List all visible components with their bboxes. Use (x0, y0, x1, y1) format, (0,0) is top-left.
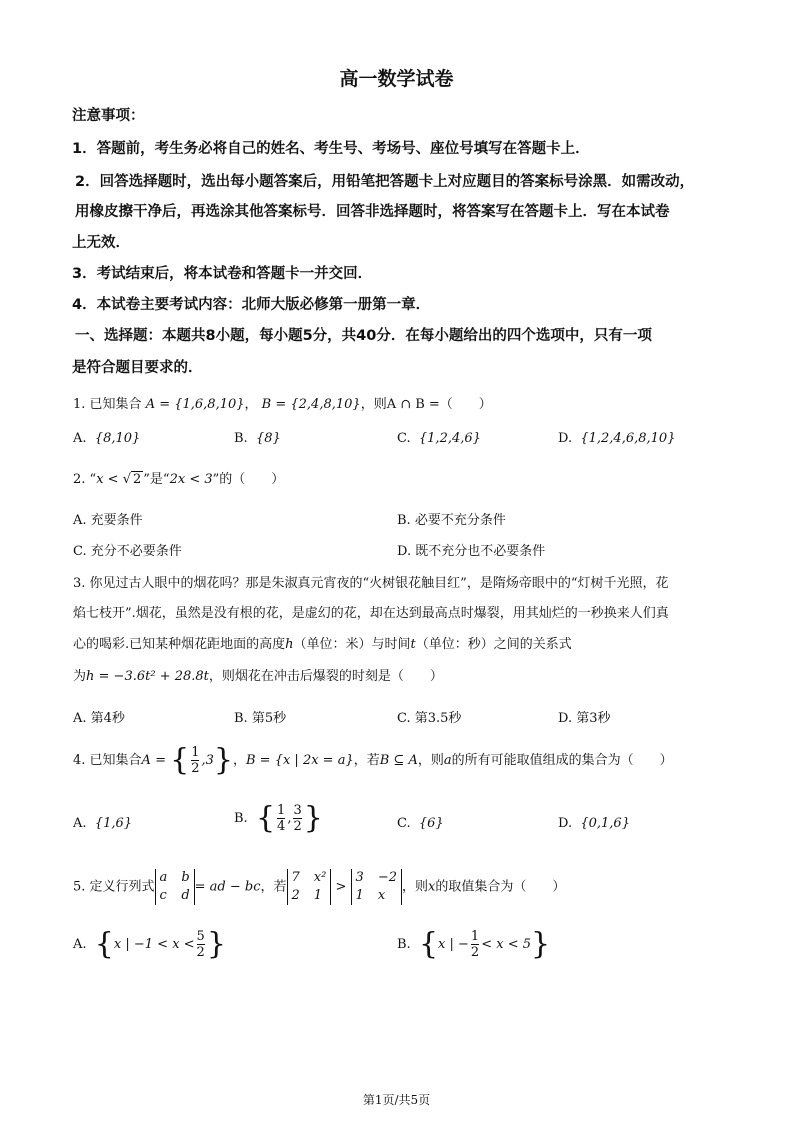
notice-item-1: 1．答题前，考生务必将自己的姓名、考生号、考场号、座位号填写在答题卡上． (72, 141, 590, 157)
section-heading-line-1: 一、选择题：本题共8小题，每小题5分，共40分．在每小题给出的四个选项中，只有一项 (75, 328, 652, 344)
q5-right-determinant (351, 869, 402, 905)
q5-a-frac (197, 929, 205, 960)
q4-option-a-label: A. (73, 816, 87, 831)
q1-set-a: A = {1,6,8,10} (145, 397, 245, 412)
q1-option-a-value: {8,10} (94, 431, 141, 446)
q4-option-c-label: C. (397, 816, 411, 831)
q4-end-a: ，则 (417, 753, 444, 768)
q4-option-d[interactable] (558, 815, 630, 833)
q5-l11: 7 (291, 870, 300, 885)
q4-b-frac-1 (277, 803, 285, 834)
q4-option-d-value: {0,1,6} (580, 816, 630, 831)
q4-option-d-label: D. (558, 816, 573, 831)
page-title: 高一数学试卷 (339, 68, 454, 90)
q4-b-den-1: 4 (277, 819, 286, 834)
q1-option-c[interactable]: C. {1,2,4,6} (397, 431, 481, 446)
q4-b-num-2: 3 (293, 803, 302, 818)
q4-right-brace: } (213, 742, 233, 778)
q3-option-d[interactable]: D. 第3秒 (558, 711, 611, 726)
q4-cond: B ⊆ A (379, 753, 418, 768)
q4-set-a-rest: ,3 (201, 753, 214, 768)
q5-b-den: 2 (470, 945, 480, 960)
q1-set-b: B = {2,4,8,10} (261, 397, 361, 412)
q4-option-c-value: {6} (418, 816, 444, 831)
q3-line-3-c: （单位：秒）之间的关系式 (415, 637, 572, 652)
q3-line-4-a: 为 (73, 669, 87, 684)
q5-mid: ，若 (260, 879, 287, 895)
q3-option-a[interactable]: A. 第4秒 (73, 711, 125, 726)
q3-line-3-b: （单位：米）与时间 (293, 637, 411, 652)
q1-prefix: 1. 已知集合 (73, 397, 142, 412)
notice-item-2-line-1: 2．回答选择题时，选出每小题答案后，用铅笔把答题卡上对应题目的答案标号涂黑．如需改动， (75, 174, 695, 190)
q5-det-b: b (181, 870, 190, 885)
q5-r22: x (377, 888, 386, 903)
q5-prefix: 5. 定义行列式 (73, 879, 155, 895)
q1-option-d[interactable]: D. {1,2,4,6,8,10} (558, 431, 676, 446)
q5-option-a-label: A. (73, 937, 87, 952)
q4-set-a-lhs: A = (141, 753, 171, 768)
q2-sqrt-sign: √ (122, 472, 131, 487)
q5-a-num: 5 (196, 929, 205, 944)
q5-b-rhs: < x < 5 (481, 937, 531, 952)
q5-end-a: ，则 (401, 879, 428, 895)
q3-line-1: 3. 你见过古人眼中的烟花吗？那是朱淑真元宵夜的“火树银花触目红”，是隋炀帝眼中的“灯树千光照，花 (73, 576, 669, 591)
q5-end-b: 的取值集合为（ ） (435, 879, 566, 895)
q5-det-d: d (181, 888, 190, 903)
q1-suffix: ，则A ∩ B =（ ） (360, 397, 492, 412)
q3-line-4-b: ，则烟花在冲击后爆裂的时刻是（ ） (208, 669, 443, 684)
q5-l22: 1 (313, 888, 323, 903)
q5-option-b[interactable] (397, 926, 551, 962)
q2-cond2: 2x < 3 (169, 472, 213, 487)
q5-option-b-label: B. (397, 937, 411, 952)
question-5 (73, 869, 565, 905)
q5-a-right-brace: } (206, 926, 226, 962)
notice-item-2-line-3: 上无效． (72, 235, 130, 251)
q4-frac-num: 1 (191, 745, 200, 760)
q5-option-a[interactable] (73, 926, 226, 962)
q5-b-right-brace: } (531, 926, 551, 962)
question-1: 1. 已知集合 A = {1,6,8,10}， B = {2,4,8,10}，则A ∩ B =（ ） (73, 397, 492, 412)
q4-b-num-1: 1 (277, 803, 286, 818)
q5-var-x: x (428, 879, 436, 895)
notice-item-4: 4．本试卷主要考试内容：北师大版必修第一册第一章． (72, 297, 431, 313)
q5-det-eq: = ad − bc (194, 879, 261, 895)
q2-option-c[interactable]: C. 充分不必要条件 (73, 544, 182, 559)
q4-left-brace: { (170, 742, 190, 778)
q5-r12: −2 (377, 870, 397, 885)
section-heading-line-2: 是符合题目要求的． (72, 360, 203, 376)
q5-r11: 3 (355, 870, 364, 885)
q4-var-a: a (443, 753, 452, 768)
q4-b-den-2: 2 (293, 819, 302, 834)
question-4: 4. 已知集合A = { $\frac{1}{2}$ ,3}，B = {x | 2x = a}，若B ⊆ A，则a的所有可能取值组成的集合为（ ） (73, 742, 673, 778)
q4-b-left-brace: { (255, 800, 276, 836)
q5-l12: x² (313, 870, 327, 885)
q4-option-c[interactable] (397, 815, 444, 833)
q3-option-b[interactable]: B. 第5秒 (234, 711, 287, 726)
q4-option-a-value: {1,6} (94, 816, 133, 831)
q2-sqrt-radicand: 2 (133, 472, 142, 487)
q4-option-a[interactable] (73, 815, 132, 833)
q5-def-determinant (155, 869, 195, 905)
q5-r21: 1 (355, 888, 364, 903)
q1-option-b-value: {8} (255, 431, 281, 446)
q2-option-b[interactable]: B. 必要不充分条件 (397, 513, 506, 528)
notice-item-3: 3．考试结束后，将本试卷和答题卡一并交回． (72, 266, 373, 282)
q4-fraction (191, 745, 199, 776)
q5-b-frac (471, 929, 479, 960)
q2-cond1-lt: < (103, 472, 123, 487)
q5-b-left-brace: { (418, 926, 439, 962)
q1-option-d-value: {1,2,4,6,8,10} (580, 431, 676, 446)
q4-frac-den: 2 (191, 761, 200, 776)
q2-option-d[interactable]: D. 既不充分也不必要条件 (397, 544, 546, 559)
q2-option-a[interactable]: A. 充要条件 (73, 513, 143, 528)
q5-gt: > (335, 879, 347, 895)
q5-b-lhs: x | − (438, 937, 469, 952)
q5-b-num: 1 (470, 929, 480, 944)
question-2 (73, 471, 284, 489)
q4-b-right-brace: } (303, 800, 323, 836)
q3-line-3 (73, 636, 572, 654)
q2-text-c: ”的（ ） (212, 472, 285, 487)
q3-formula: h = −3.6t² + 28.8t (86, 669, 209, 684)
q5-left-determinant (287, 869, 332, 905)
notice-heading: 注意事项： (72, 108, 145, 124)
q5-det-a: a (159, 870, 168, 885)
q4-prefix: 4. 已知集合 (73, 753, 142, 768)
q3-line-2: 焰七枝开”.烟花，虽然是没有根的花，是虚幻的花，却在达到最高点时爆裂，用其灿烂的一秒换来人们真 (73, 606, 669, 621)
q3-line-3-a: 心的喝彩.已知某种烟花距地面的高度 (73, 637, 286, 652)
q1-option-c-value: {1,2,4,6} (418, 431, 481, 446)
q3-line-4 (73, 668, 443, 686)
q5-det-c: c (159, 888, 167, 903)
q3-var-h: h (285, 637, 294, 652)
q5-l21: 2 (291, 888, 300, 903)
q4-b-frac-2 (293, 803, 301, 834)
q1-option-b[interactable]: B. {8} (234, 431, 281, 446)
q5-a-den: 2 (196, 945, 205, 960)
q2-text-b: ”是“ (143, 472, 170, 487)
q3-var-t: t (410, 637, 416, 652)
q5-a-lhs: x | −1 < x < (113, 937, 195, 952)
q2-cond1-var: x (96, 472, 104, 487)
page-footer: 第1页/共5页 (362, 1093, 431, 1107)
notice-item-2-line-2: 用橡皮擦干净后，再选涂其他答案标号．回答非选择题时，将答案写在答题卡上．写在本试卷 (75, 204, 670, 220)
q4-option-b-label: B. (234, 811, 248, 826)
q4-set-b: B = {x | 2x = a} (245, 753, 354, 768)
q2-text-a: 2. “ (73, 472, 97, 487)
q3-option-c[interactable]: C. 第3.5秒 (397, 711, 462, 726)
q1-option-a[interactable]: A. {8,10} (73, 431, 141, 446)
q4-mid: ，若 (353, 753, 380, 768)
q4-end-b: 的所有可能取值组成的集合为（ ） (451, 753, 673, 768)
q4-option-b[interactable]: B. { $\frac{1}{4}$ , $\frac{3}{2}$ } (234, 800, 323, 836)
q5-a-left-brace: { (94, 926, 114, 962)
